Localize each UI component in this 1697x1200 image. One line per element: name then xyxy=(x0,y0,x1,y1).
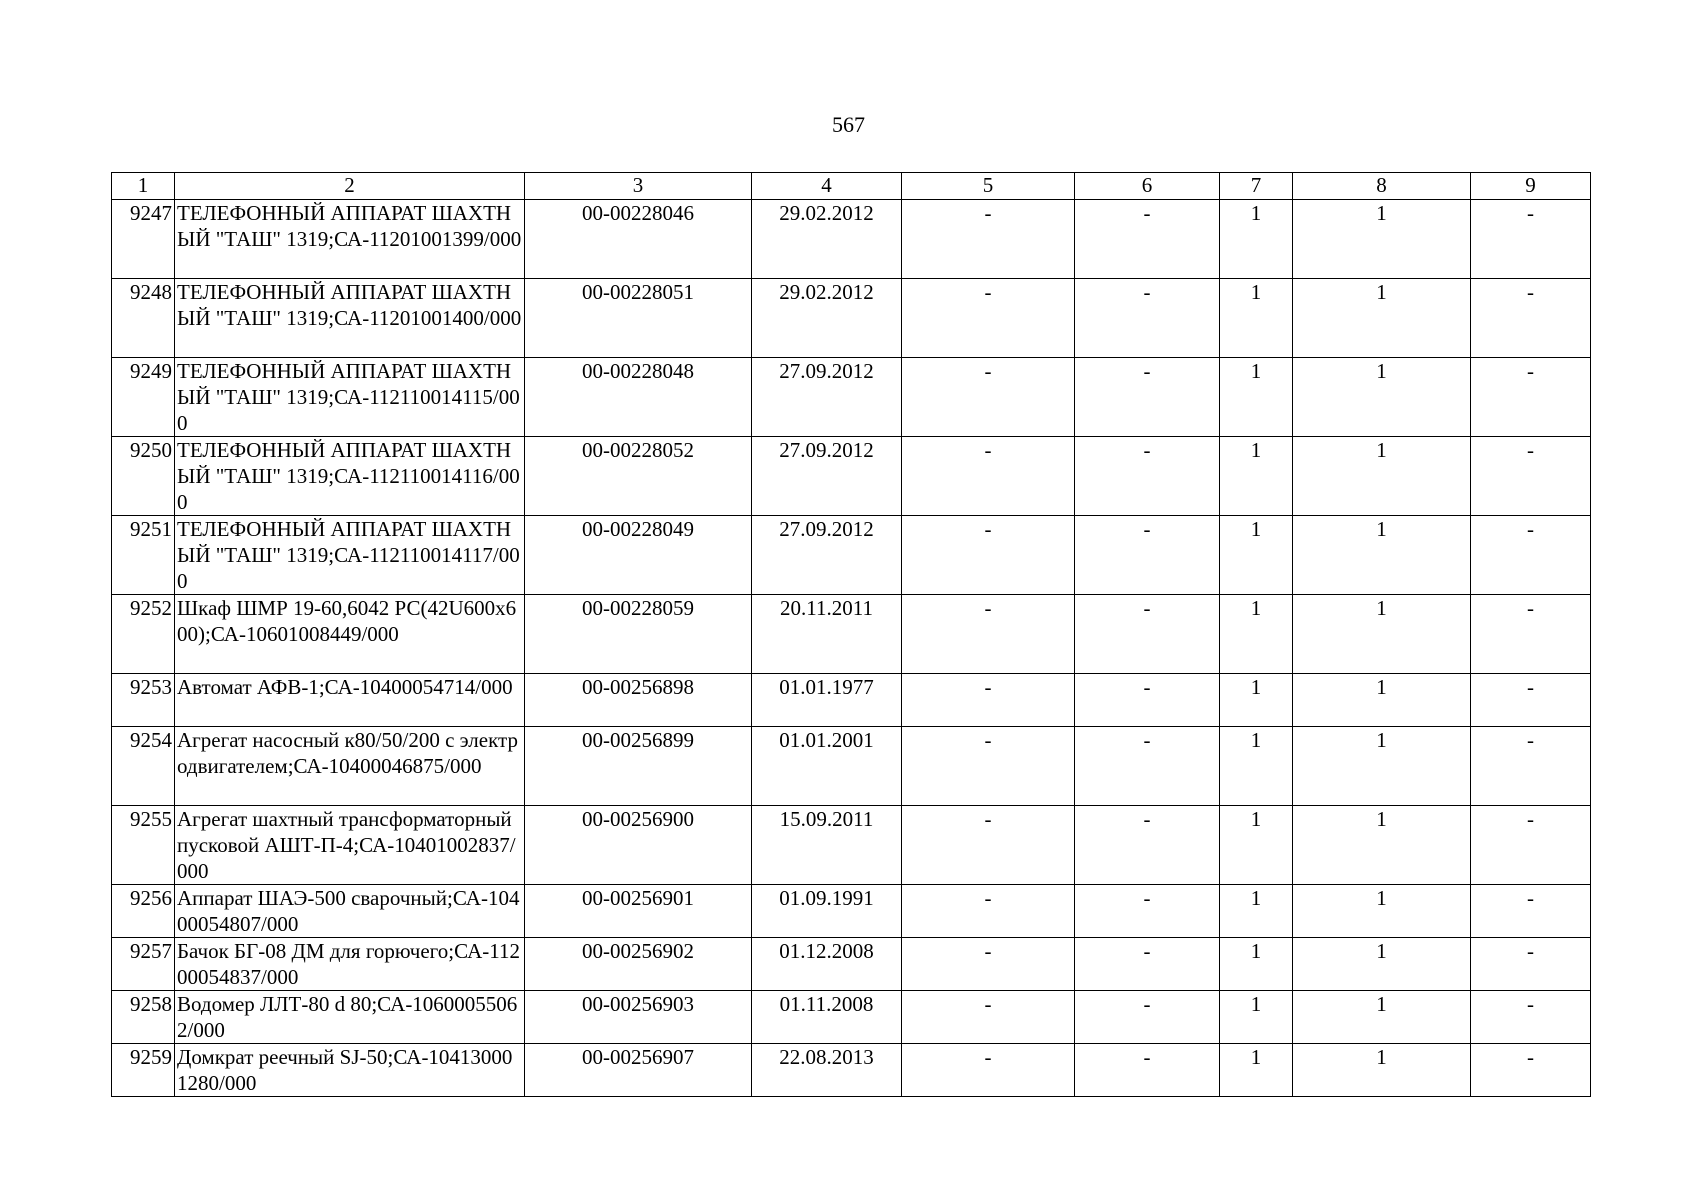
row-number: 9248 xyxy=(112,279,175,358)
inventory-code: 00-00228046 xyxy=(525,200,752,279)
col5-cell: - xyxy=(902,595,1075,674)
item-name: ТЕЛЕФОННЫЙ АППАРАТ ШАХТНЫЙ "ТАШ" 1319;СА-11201001400/000 xyxy=(175,279,525,358)
date-cell: 27.09.2012 xyxy=(752,516,902,595)
col7-cell: 1 xyxy=(1220,437,1293,516)
col7-cell: 1 xyxy=(1220,516,1293,595)
item-name: Домкрат реечный SJ-50;СА-104130001280/000 xyxy=(175,1044,525,1097)
col5-cell: - xyxy=(902,674,1075,727)
col8-cell: 1 xyxy=(1293,991,1471,1044)
col6-cell: - xyxy=(1075,991,1220,1044)
col9-cell: - xyxy=(1471,938,1591,991)
date-cell: 01.12.2008 xyxy=(752,938,902,991)
item-name: Автомат АФВ-1;СА-10400054714/000 xyxy=(175,674,525,727)
col6-cell: - xyxy=(1075,674,1220,727)
col5-cell: - xyxy=(902,938,1075,991)
col5-cell: - xyxy=(902,727,1075,806)
col8-cell: 1 xyxy=(1293,595,1471,674)
inventory-code: 00-00256898 xyxy=(525,674,752,727)
col7-cell: 1 xyxy=(1220,279,1293,358)
col8-cell: 1 xyxy=(1293,727,1471,806)
date-cell: 27.09.2012 xyxy=(752,437,902,516)
column-header: 8 xyxy=(1293,173,1471,200)
table-row xyxy=(112,200,1591,279)
item-name: Шкаф ШМР 19-60,6042 РС(42U600х600);СА-10601008449/000 xyxy=(175,595,525,674)
date-cell: 20.11.2011 xyxy=(752,595,902,674)
item-name: Бачок БГ-08 ДМ для горючего;СА-11200054837/000 xyxy=(175,938,525,991)
date-cell: 01.01.1977 xyxy=(752,674,902,727)
col8-cell: 1 xyxy=(1293,279,1471,358)
date-cell: 29.02.2012 xyxy=(752,200,902,279)
row-number: 9253 xyxy=(112,674,175,727)
item-name: Аппарат ШАЭ-500 сварочный;СА-10400054807/000 xyxy=(175,885,525,938)
col8-cell: 1 xyxy=(1293,200,1471,279)
row-number: 9259 xyxy=(112,1044,175,1097)
col9-cell: - xyxy=(1471,674,1591,727)
header-row xyxy=(112,173,1591,200)
date-cell: 15.09.2011 xyxy=(752,806,902,885)
row-number: 9249 xyxy=(112,358,175,437)
col9-cell: - xyxy=(1471,437,1591,516)
col9-cell: - xyxy=(1471,200,1591,279)
col7-cell: 1 xyxy=(1220,200,1293,279)
col5-cell: - xyxy=(902,437,1075,516)
col8-cell: 1 xyxy=(1293,938,1471,991)
col6-cell: - xyxy=(1075,806,1220,885)
col9-cell: - xyxy=(1471,727,1591,806)
col6-cell: - xyxy=(1075,437,1220,516)
column-header: 7 xyxy=(1220,173,1293,200)
col9-cell: - xyxy=(1471,279,1591,358)
col5-cell: - xyxy=(902,358,1075,437)
col8-cell: 1 xyxy=(1293,358,1471,437)
col9-cell: - xyxy=(1471,516,1591,595)
column-header: 9 xyxy=(1471,173,1591,200)
page-number: 567 xyxy=(832,112,865,137)
date-cell: 22.08.2013 xyxy=(752,1044,902,1097)
row-number: 9255 xyxy=(112,806,175,885)
inventory-code: 00-00256907 xyxy=(525,1044,752,1097)
table-row xyxy=(112,885,1591,938)
table-row xyxy=(112,991,1591,1044)
inventory-code: 00-00256901 xyxy=(525,885,752,938)
column-header: 4 xyxy=(752,173,902,200)
row-number: 9257 xyxy=(112,938,175,991)
col5-cell: - xyxy=(902,806,1075,885)
date-cell: 27.09.2012 xyxy=(752,358,902,437)
col6-cell: - xyxy=(1075,1044,1220,1097)
item-name: ТЕЛЕФОННЫЙ АППАРАТ ШАХТНЫЙ "ТАШ" 1319;СА-112110014116/000 xyxy=(175,437,525,516)
col9-cell: - xyxy=(1471,991,1591,1044)
table-row xyxy=(112,437,1591,516)
table-row xyxy=(112,674,1591,727)
row-number: 9251 xyxy=(112,516,175,595)
col7-cell: 1 xyxy=(1220,595,1293,674)
col6-cell: - xyxy=(1075,279,1220,358)
col8-cell: 1 xyxy=(1293,806,1471,885)
inventory-code: 00-00256902 xyxy=(525,938,752,991)
date-cell: 29.02.2012 xyxy=(752,279,902,358)
inventory-code: 00-00256900 xyxy=(525,806,752,885)
col8-cell: 1 xyxy=(1293,1044,1471,1097)
table-row xyxy=(112,806,1591,885)
col7-cell: 1 xyxy=(1220,1044,1293,1097)
col9-cell: - xyxy=(1471,1044,1591,1097)
column-header: 1 xyxy=(112,173,175,200)
col9-cell: - xyxy=(1471,358,1591,437)
item-name: ТЕЛЕФОННЫЙ АППАРАТ ШАХТНЫЙ "ТАШ" 1319;СА-112110014117/000 xyxy=(175,516,525,595)
table-row xyxy=(112,279,1591,358)
row-number: 9250 xyxy=(112,437,175,516)
col5-cell: - xyxy=(902,279,1075,358)
inventory-code: 00-00228051 xyxy=(525,279,752,358)
item-name: Водомер ЛЛТ-80 d 80;СА-10600055062/000 xyxy=(175,991,525,1044)
row-number: 9256 xyxy=(112,885,175,938)
item-name: Агрегат насосный к80/50/200 с электродвигателем;СА-10400046875/000 xyxy=(175,727,525,806)
column-header: 6 xyxy=(1075,173,1220,200)
table-row xyxy=(112,358,1591,437)
inventory-code: 00-00228059 xyxy=(525,595,752,674)
col6-cell: - xyxy=(1075,885,1220,938)
col6-cell: - xyxy=(1075,938,1220,991)
col8-cell: 1 xyxy=(1293,885,1471,938)
col9-cell: - xyxy=(1471,595,1591,674)
col5-cell: - xyxy=(902,991,1075,1044)
col8-cell: 1 xyxy=(1293,516,1471,595)
col7-cell: 1 xyxy=(1220,806,1293,885)
inventory-table xyxy=(111,172,1591,1097)
column-header: 2 xyxy=(175,173,525,200)
inventory-code: 00-00228049 xyxy=(525,516,752,595)
col5-cell: - xyxy=(902,1044,1075,1097)
col7-cell: 1 xyxy=(1220,938,1293,991)
col9-cell: - xyxy=(1471,806,1591,885)
col6-cell: - xyxy=(1075,516,1220,595)
item-name: Агрегат шахтный трансформаторный пусковой АШТ-П-4;СА-10401002837/000 xyxy=(175,806,525,885)
date-cell: 01.09.1991 xyxy=(752,885,902,938)
inventory-code: 00-00228052 xyxy=(525,437,752,516)
column-header: 3 xyxy=(525,173,752,200)
col5-cell: - xyxy=(902,200,1075,279)
col7-cell: 1 xyxy=(1220,727,1293,806)
col7-cell: 1 xyxy=(1220,674,1293,727)
row-number: 9252 xyxy=(112,595,175,674)
row-number: 9258 xyxy=(112,991,175,1044)
item-name: ТЕЛЕФОННЫЙ АППАРАТ ШАХТНЫЙ "ТАШ" 1319;СА-112110014115/000 xyxy=(175,358,525,437)
row-number: 9247 xyxy=(112,200,175,279)
table-row xyxy=(112,1044,1591,1097)
col6-cell: - xyxy=(1075,200,1220,279)
col8-cell: 1 xyxy=(1293,674,1471,727)
col6-cell: - xyxy=(1075,595,1220,674)
row-number: 9254 xyxy=(112,727,175,806)
col8-cell: 1 xyxy=(1293,437,1471,516)
table-row xyxy=(112,727,1591,806)
table-row xyxy=(112,516,1591,595)
col6-cell: - xyxy=(1075,358,1220,437)
inventory-code: 00-00256903 xyxy=(525,991,752,1044)
column-header: 5 xyxy=(902,173,1075,200)
date-cell: 01.01.2001 xyxy=(752,727,902,806)
item-name: ТЕЛЕФОННЫЙ АППАРАТ ШАХТНЫЙ "ТАШ" 1319;СА-11201001399/000 xyxy=(175,200,525,279)
inventory-code: 00-00256899 xyxy=(525,727,752,806)
col7-cell: 1 xyxy=(1220,885,1293,938)
inventory-code: 00-00228048 xyxy=(525,358,752,437)
col5-cell: - xyxy=(902,516,1075,595)
table-row xyxy=(112,938,1591,991)
col9-cell: - xyxy=(1471,885,1591,938)
col6-cell: - xyxy=(1075,727,1220,806)
table-row xyxy=(112,595,1591,674)
col7-cell: 1 xyxy=(1220,991,1293,1044)
date-cell: 01.11.2008 xyxy=(752,991,902,1044)
col7-cell: 1 xyxy=(1220,358,1293,437)
col5-cell: - xyxy=(902,885,1075,938)
